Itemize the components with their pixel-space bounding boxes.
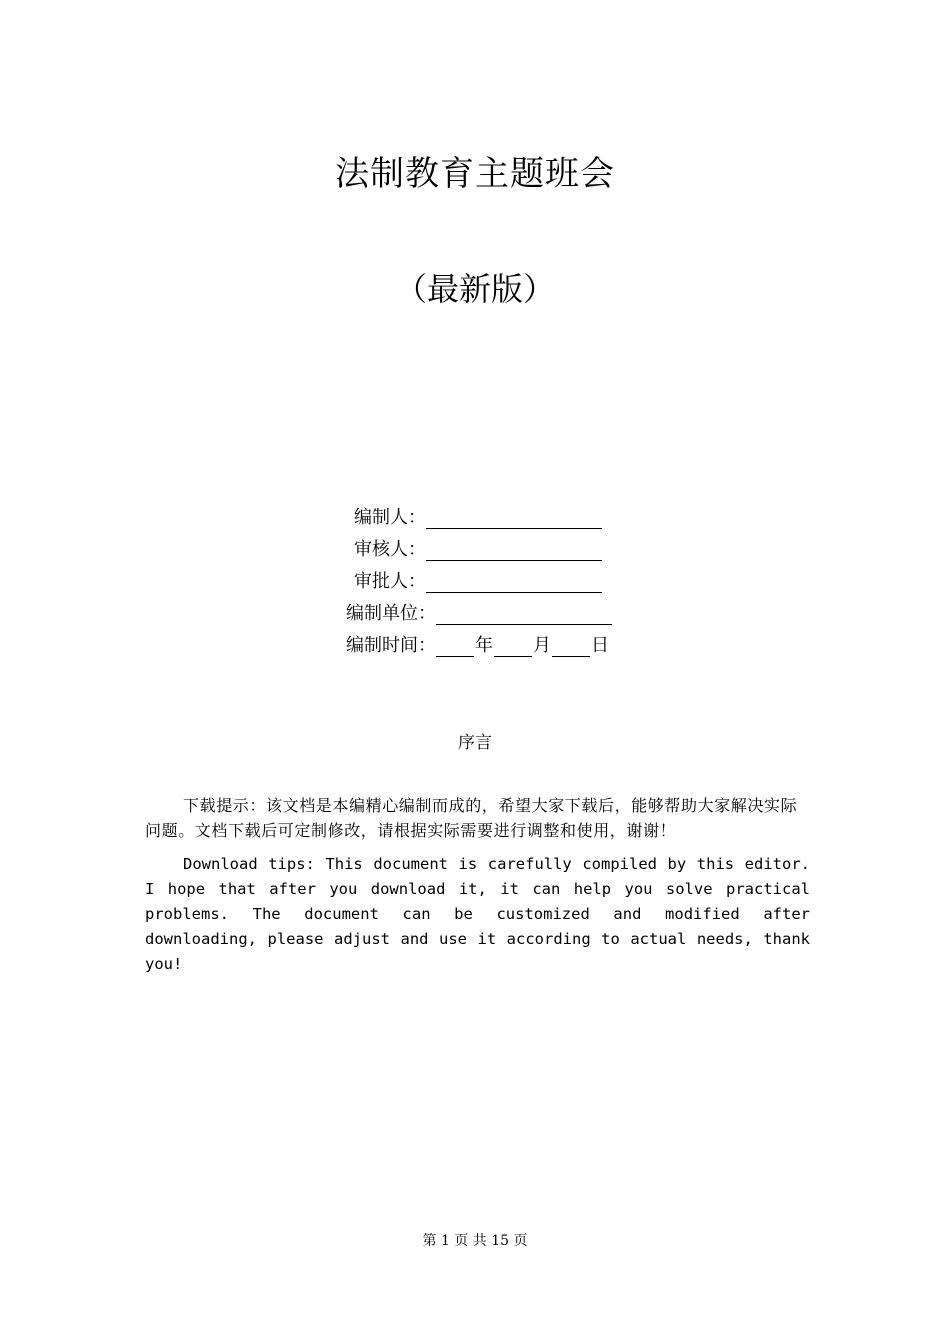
preface-english-paragraph: Download tips: This document is carefully compiled by this editor. I hope that after you download it, it can help you solve practical problems. The document can be customized and modified after downloading, please adjust and use it according to actual needs, thank you! bbox=[145, 855, 810, 973]
day-blank bbox=[552, 636, 590, 657]
unit-label: 编制单位： bbox=[346, 603, 436, 624]
unit-row bbox=[330, 598, 630, 630]
preface-chinese-paragraph: 下载提示：该文档是本编精心编制而成的，希望大家下载后，能够帮助大家解决实际问题。文档下载后可定制修改，请根据实际需要进行调整和使用，谢谢！ bbox=[145, 796, 798, 840]
reviewer-row bbox=[330, 534, 630, 566]
time-row bbox=[330, 630, 630, 662]
unit-blank bbox=[436, 604, 612, 625]
time-label: 编制时间： bbox=[346, 635, 436, 656]
day-unit: 日 bbox=[591, 635, 609, 656]
year-unit: 年 bbox=[475, 635, 493, 656]
reviewer-label: 审核人： bbox=[354, 539, 426, 560]
year-blank bbox=[436, 636, 474, 657]
document-subtitle: （最新版） bbox=[394, 270, 555, 308]
approver-row bbox=[330, 566, 630, 598]
month-unit: 月 bbox=[533, 635, 551, 656]
preface-heading: 序言 bbox=[458, 733, 492, 753]
compiler-label: 编制人： bbox=[354, 507, 426, 528]
document-title: 法制教育主题班会 bbox=[335, 154, 615, 194]
approver-label: 审批人： bbox=[354, 571, 426, 592]
document-meta-block bbox=[330, 502, 630, 662]
compiler-row bbox=[330, 502, 630, 534]
page-indicator: 第 1 页 共 15 页 bbox=[422, 1233, 528, 1249]
compiler-blank bbox=[426, 508, 602, 529]
approver-blank bbox=[426, 572, 602, 593]
month-blank bbox=[494, 636, 532, 657]
reviewer-blank bbox=[426, 540, 602, 561]
